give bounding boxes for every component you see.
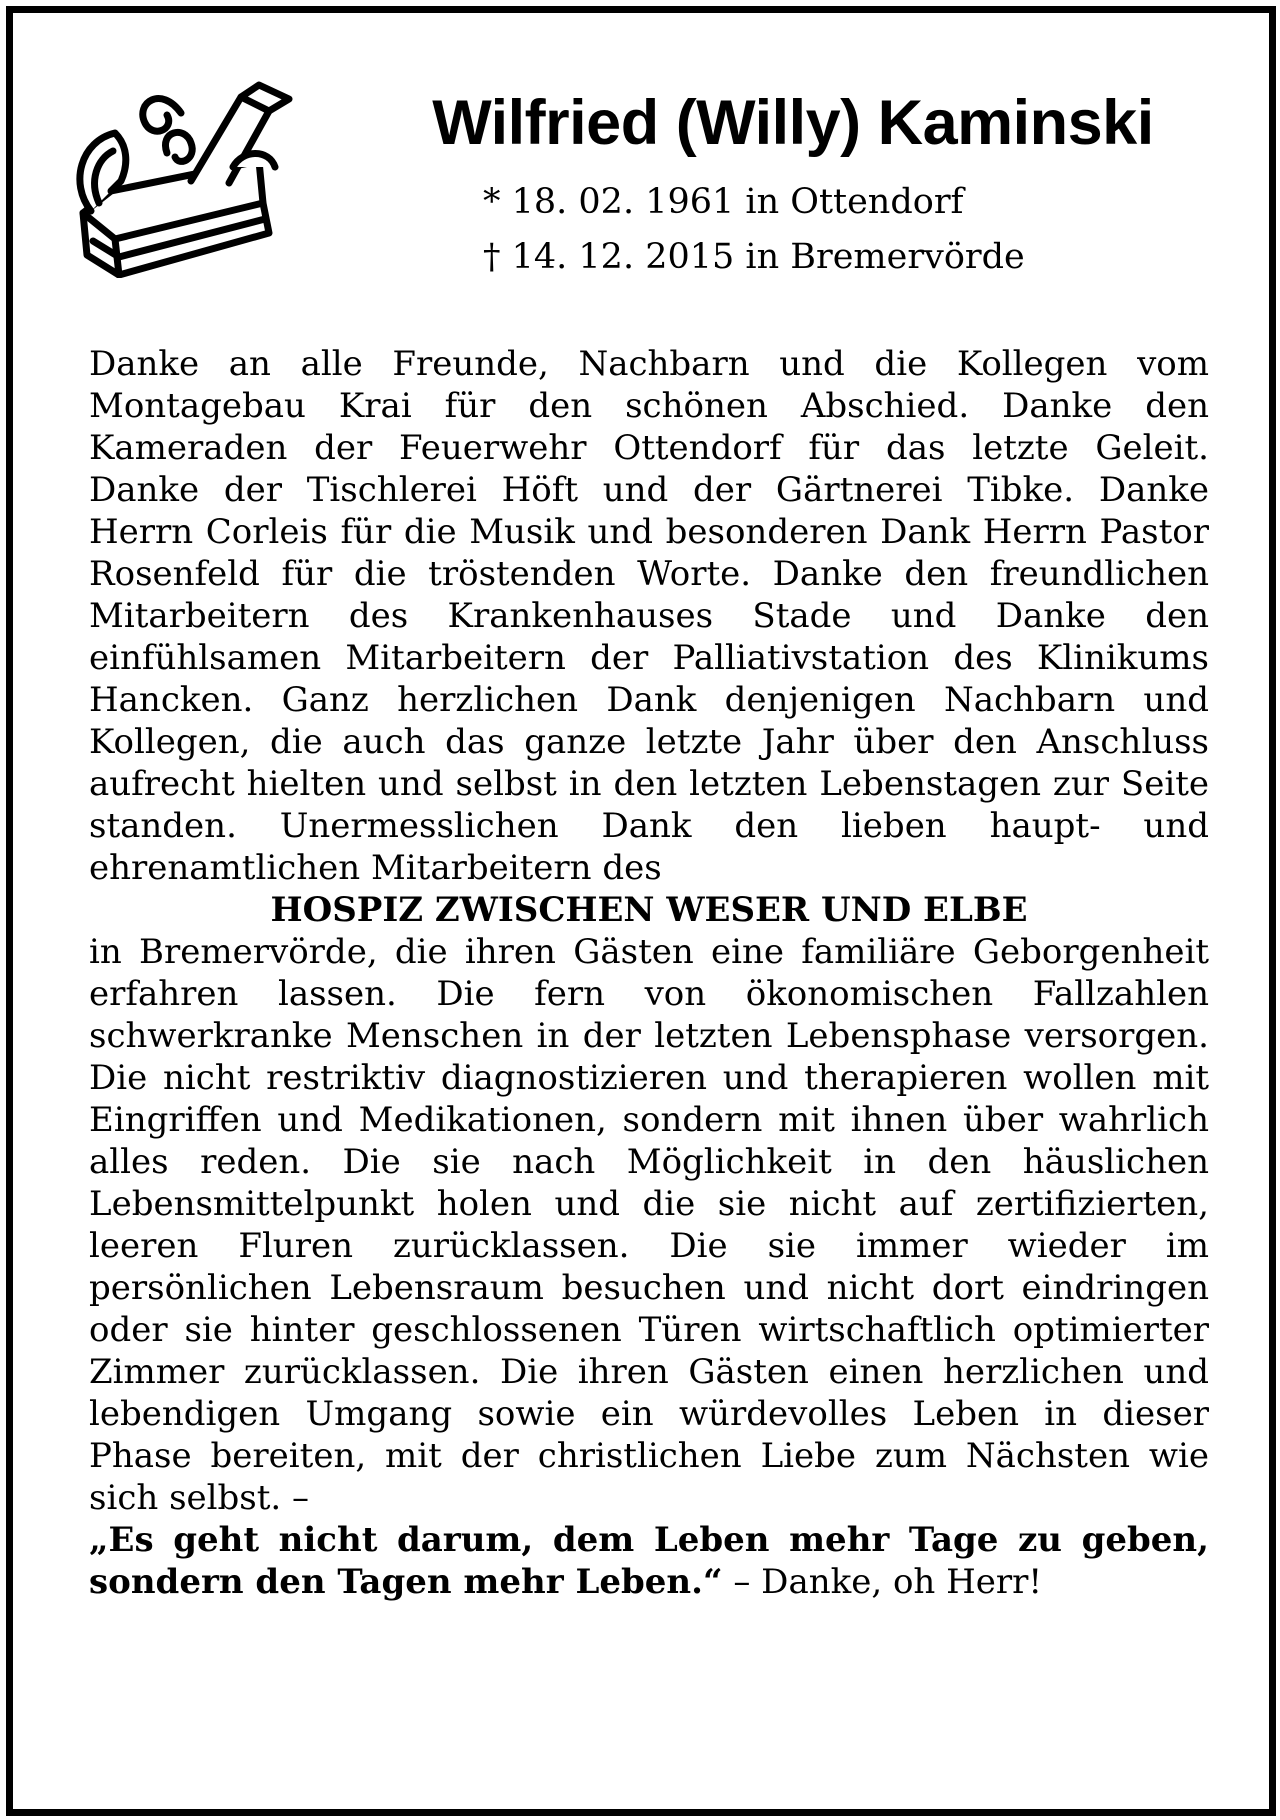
closing-text: – Danke, oh Herr! [722, 1562, 1043, 1602]
thank-you-text [89, 343, 1209, 1603]
life-dates [483, 175, 1133, 285]
death-date: † 14. 12. 2015 in Bremervörde [483, 237, 1025, 277]
carpenter-plane-icon [63, 63, 303, 278]
paragraph-2: in Bremervörde, die ihren Gästen eine familiäre Geborgenheit erfahren lassen. Die fern von ökonomischen Fallzahlen schwerkranke Menschen in der letzten Lebensphase versorgen. Die nicht restriktiv diagnostizieren und therapieren wollen mit Eingriffen und Medikationen, sondern mit ihnen über wahrlich alles reden. Die sie nach Möglichkeit in den häuslichen Lebensmittelpunkt holen und die sie nicht auf zertifizierten, leeren Fluren zurücklassen. Die sie immer wieder im persönlichen Lebensraum besuchen und nicht dort eindringen oder sie hinter geschlossenen Türen wirtschaftlich optimierter Zimmer zurücklassen. Die ihren Gästen einen herzlichen und lebendigen Umgang sowie ein würdevolles Leben in dieser Phase bereiten, mit der christlichen Liebe zum Nächsten wie sich selbst. – [89, 932, 1209, 1518]
quote-text: „Es geht nicht darum, dem Leben mehr Tage zu geben, sondern den Tagen mehr Leben.“ [89, 1520, 1209, 1602]
deceased-name: Wilfried (Willy) Kaminski [432, 88, 1154, 158]
hospiz-heading: HOSPIZ ZWISCHEN WESER UND ELBE [270, 890, 1028, 930]
birth-date: * 18. 02. 1961 in Ottendorf [483, 182, 964, 222]
paragraph-1: Danke an alle Freunde, Nachbarn und die Kollegen vom Montagebau Krai für den schönen Abschied. Danke den Kameraden der Feuerwehr Ottendorf für das letzte Geleit. Danke der Tischlerei Höft und der Gärtnerei Tibke. Danke Herrn Corleis für die Musik und besonderen Dank Herrn Pastor Rosenfeld für die tröstenden Worte. Danke den freundlichen Mitarbeitern des Krankenhauses Stade und Danke den einfühlsamen Mitarbeitern der Palliativstation des Klinikums Hancken. Ganz herzlichen Dank denjenigen Nachbarn und Kollegen, die auch das ganze letzte Jahr über den Anschluss aufrecht hielten und selbst in den letzten Lebenstagen zur Seite standen. Unermesslichen Dank den lieben haupt- und ehrenamtlichen Mitarbeitern des [89, 344, 1209, 888]
obituary-card [6, 6, 1276, 1816]
closing-quote [89, 1519, 1209, 1603]
